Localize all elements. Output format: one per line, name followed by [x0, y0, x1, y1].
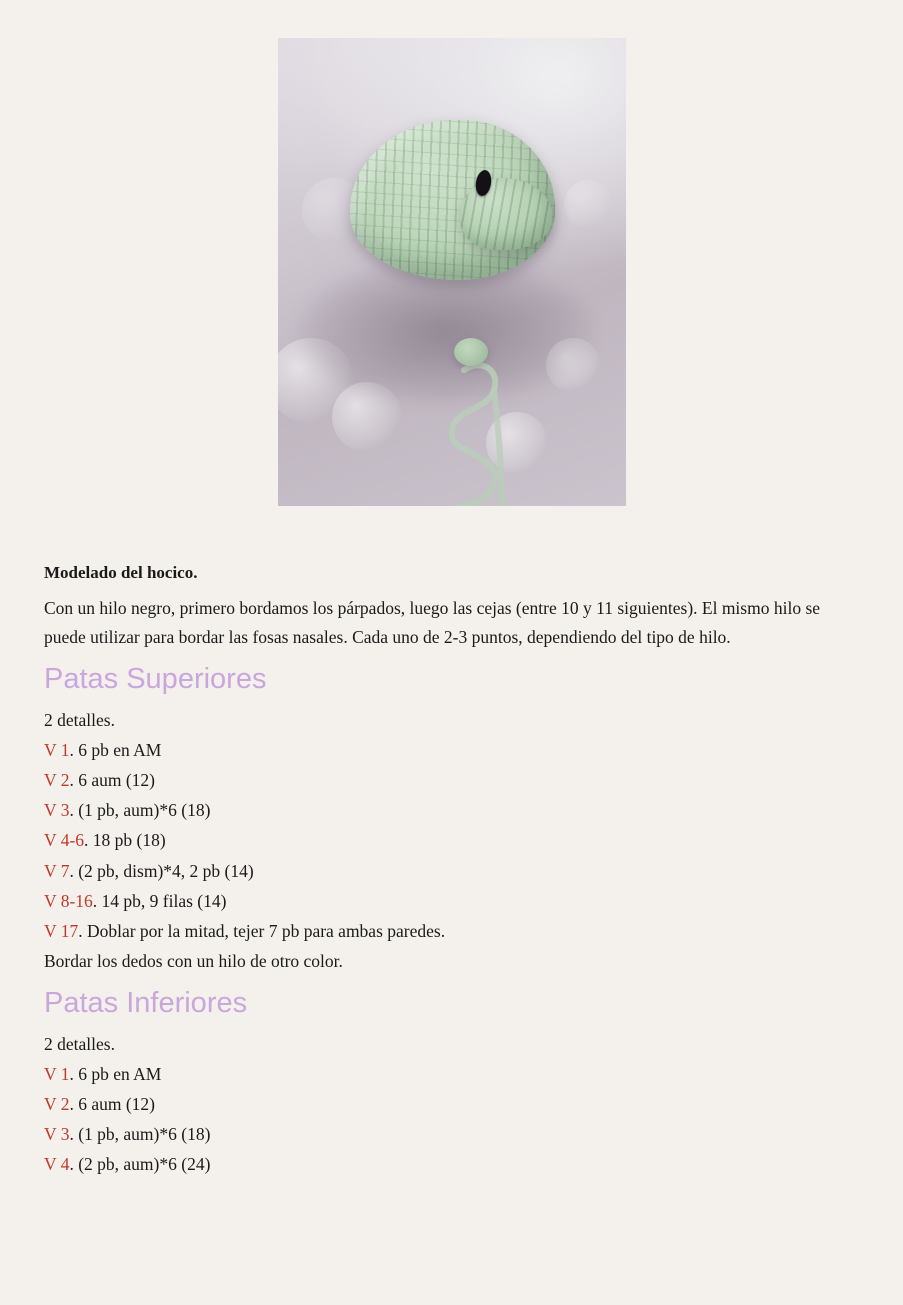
- pattern-row: [44, 1119, 859, 1149]
- section-title-patas-inferiores: Patas Inferiores: [44, 986, 248, 1019]
- section-footer-note: Bordar los dedos con un hilo de otro color.: [44, 950, 343, 971]
- row-label: V 4-6: [44, 830, 85, 851]
- row-label: V 3: [44, 800, 70, 821]
- row-text: . 14 pb, 9 filas (14): [92, 890, 227, 911]
- pattern-row: [44, 825, 859, 855]
- section-title-patas-superiores: Patas Superiores: [44, 663, 267, 696]
- row-text: . 18 pb (18): [84, 830, 166, 851]
- row-label: V 2: [44, 1093, 70, 1114]
- row-text: . (1 pb, aum)*6 (18): [69, 800, 211, 821]
- pattern-row: [44, 1149, 859, 1179]
- pattern-row: [44, 765, 859, 795]
- row-text: . Doblar por la mitad, tejer 7 pb para ambas paredes.: [78, 920, 446, 941]
- row-text: . (1 pb, aum)*6 (18): [69, 1124, 211, 1144]
- row-text: . 6 pb en AM: [69, 1063, 162, 1084]
- row-label: V 1: [44, 1063, 70, 1084]
- section-count-note: 2 detalles.: [44, 1033, 115, 1054]
- yarn-strand: [398, 356, 588, 506]
- crochet-snout: [460, 178, 552, 250]
- amigurumi-crochet-head-photo: [278, 38, 626, 506]
- pattern-row: [44, 795, 859, 825]
- row-text: . (2 pb, dism)*4, 2 pb (14): [69, 860, 254, 881]
- row-label: V 1: [44, 740, 70, 761]
- pattern-row: [44, 886, 859, 916]
- photo-container: [44, 38, 859, 506]
- section-count-note: 2 detalles.: [44, 710, 115, 731]
- yarn-knot: [454, 338, 488, 366]
- bokeh-circle: [564, 180, 612, 228]
- row-label: V 17: [44, 920, 79, 941]
- row-label: V 2: [44, 770, 70, 791]
- row-label: V 4: [44, 1154, 70, 1175]
- pattern-row: [44, 735, 859, 765]
- pattern-row: [44, 1059, 859, 1089]
- intro-heading: Modelado del hocico.: [44, 563, 198, 582]
- pattern-row: [44, 1089, 859, 1119]
- row-label: V 3: [44, 1124, 70, 1144]
- row-text: . 6 pb en AM: [69, 740, 162, 761]
- row-label: V 8-16: [44, 890, 93, 911]
- pattern-row: [44, 856, 859, 886]
- row-text: . (2 pb, aum)*6 (24): [69, 1154, 211, 1175]
- stitch-texture: [460, 178, 552, 250]
- row-label: V 7: [44, 860, 70, 881]
- row-text: . 6 aum (12): [69, 1093, 155, 1114]
- pattern-row: [44, 916, 859, 946]
- row-text: . 6 aum (12): [69, 770, 155, 791]
- intro-paragraph: Con un hilo negro, primero bordamos los párpados, luego las cejas (entre 10 y 11 siguientes). El mismo hilo se puede utilizar para bordar las fosas nasales. Cada uno de 2-3 puntos, dependiendo del tipo de hilo.: [44, 597, 821, 647]
